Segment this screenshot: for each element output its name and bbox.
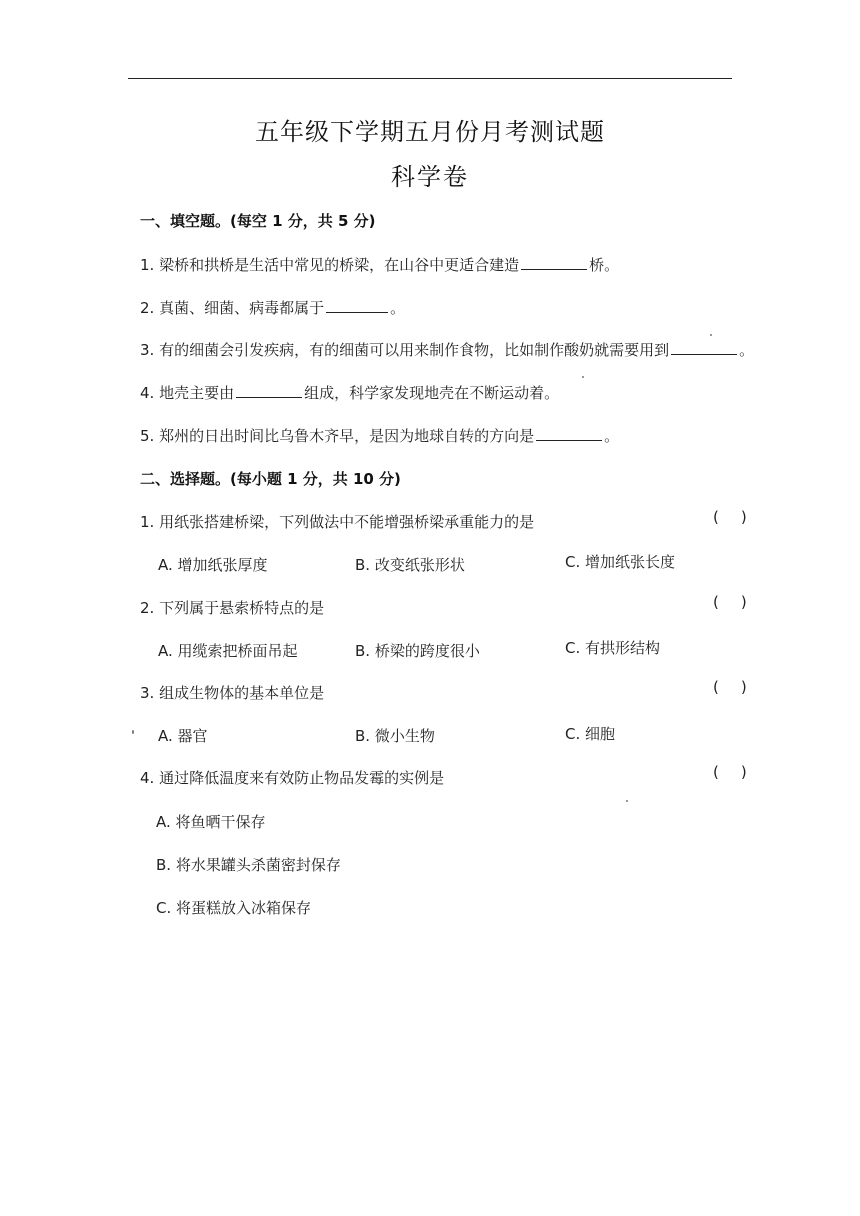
scan-speck: [582, 376, 584, 378]
option-a[interactable]: A. 将鱼晒干保存: [156, 813, 266, 831]
question-text-tail: 桥。: [589, 256, 620, 274]
header-rule: [128, 78, 732, 79]
answer-blank[interactable]: [521, 255, 587, 270]
exam-title: 五年级下学期五月份月考测试题: [255, 118, 605, 146]
fill-question-2: [140, 297, 405, 318]
option-c[interactable]: C. 增加纸张长度: [565, 553, 676, 571]
option-b[interactable]: B. 将水果罐头杀菌密封保存: [156, 856, 341, 874]
question-text: 4. 地壳主要由: [140, 384, 235, 402]
question-text-tail: 。: [604, 427, 620, 445]
fill-question-4: [140, 382, 559, 403]
scan-speck: [626, 800, 628, 802]
choice-question-3-stem: 3. 组成生物体的基本单位是: [140, 684, 325, 702]
answer-blank[interactable]: [671, 340, 737, 355]
option-b[interactable]: B. 改变纸张形状: [355, 556, 465, 574]
question-text: 5. 郑州的日出时间比乌鲁木齐早，是因为地球自转的方向是: [140, 427, 535, 445]
answer-paren-3[interactable]: ( ): [713, 678, 747, 696]
section1-heading: 一、填空题。(每空 1 分，共 5 分): [140, 212, 376, 230]
option-b[interactable]: B. 桥梁的跨度很小: [355, 642, 480, 660]
exam-subtitle: 科学卷: [391, 163, 469, 191]
option-a[interactable]: A. 增加纸张厚度: [158, 556, 268, 574]
question-text-tail: 组成，科学家发现地壳在不断运动着。: [304, 384, 560, 402]
option-c[interactable]: C. 有拱形结构: [565, 639, 661, 657]
answer-blank[interactable]: [236, 383, 302, 398]
question-text-tail: 。: [390, 299, 406, 317]
question-text: 3. 有的细菌会引发疾病，有的细菌可以用来制作食物，比如制作酸奶就需要用到: [140, 341, 670, 359]
question-text: 1. 梁桥和拱桥是生活中常见的桥梁，在山谷中更适合建造: [140, 256, 520, 274]
fill-question-1: [140, 254, 619, 275]
scan-speck: [710, 334, 712, 336]
option-b[interactable]: B. 微小生物: [355, 727, 435, 745]
choice-question-1-stem: 1. 用纸张搭建桥梁，下列做法中不能增强桥梁承重能力的是: [140, 513, 535, 531]
fill-question-3: [140, 339, 754, 360]
option-a[interactable]: A. 用缆索把桥面吊起: [158, 642, 298, 660]
option-c[interactable]: C. 细胞: [565, 725, 616, 743]
question-text: 2. 真菌、细菌、病毒都属于: [140, 299, 325, 317]
answer-blank[interactable]: [536, 426, 602, 441]
choice-question-4-stem: 4. 通过降低温度来有效防止物品发霉的实例是: [140, 769, 445, 787]
answer-paren-1[interactable]: ( ): [713, 508, 747, 526]
section2-heading: 二、选择题。(每小题 1 分，共 10 分): [140, 470, 401, 488]
answer-paren-4[interactable]: ( ): [713, 763, 747, 781]
scan-speck: [132, 730, 134, 734]
option-c[interactable]: C. 将蛋糕放入冰箱保存: [156, 899, 312, 917]
option-a[interactable]: A. 器官: [158, 727, 208, 745]
answer-paren-2[interactable]: ( ): [713, 593, 747, 611]
choice-question-2-stem: 2. 下列属于悬索桥特点的是: [140, 599, 325, 617]
fill-question-5: [140, 425, 619, 446]
answer-blank[interactable]: [326, 298, 388, 313]
question-text-tail: 。: [739, 341, 755, 359]
